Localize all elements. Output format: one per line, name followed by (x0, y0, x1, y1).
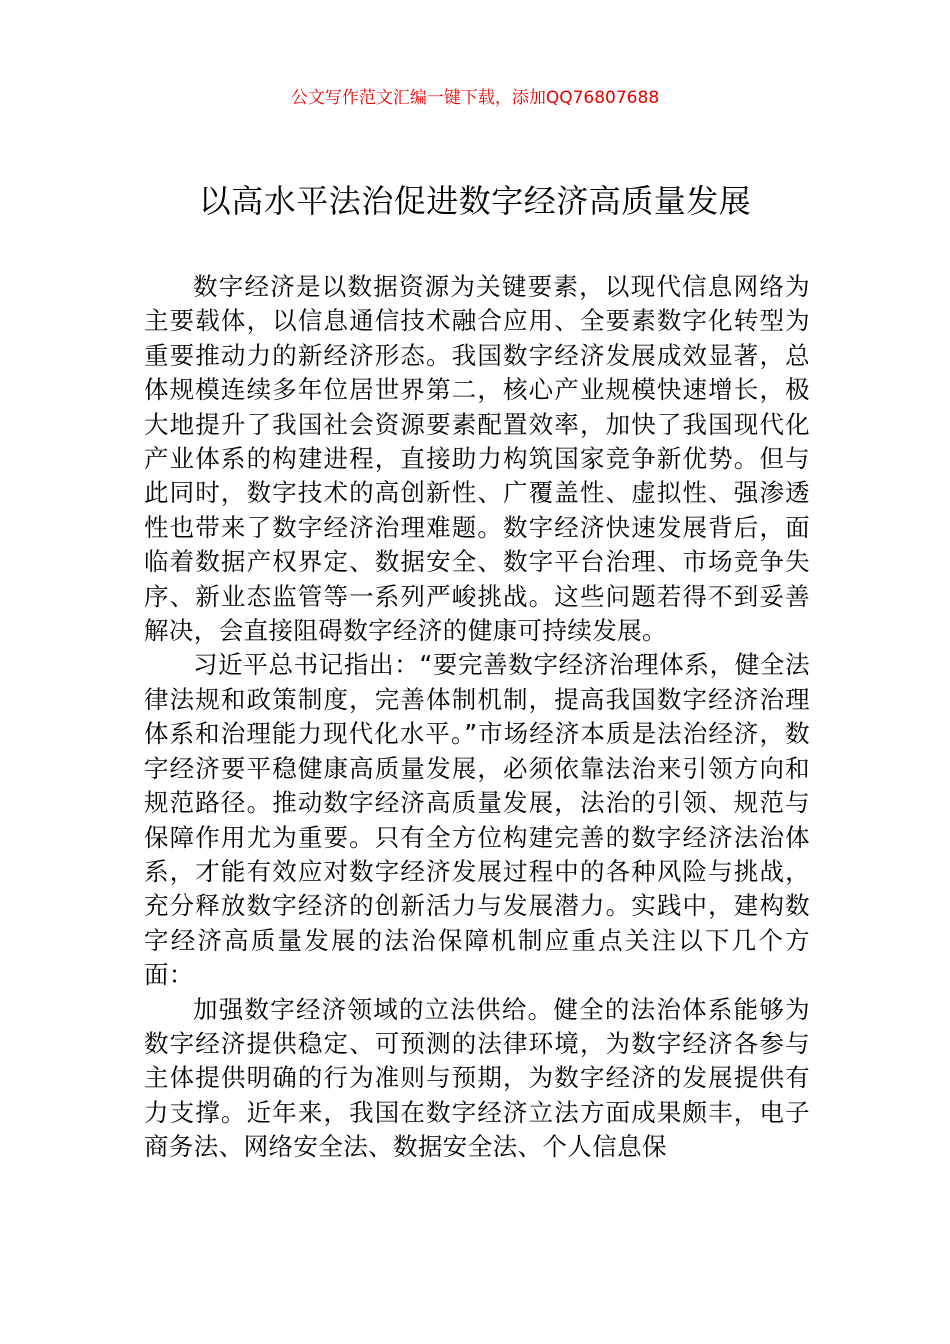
download-notice: 公文写作范文汇编一键下载，添加QQ76807688 (290, 88, 660, 108)
document-body (144, 270, 810, 1165)
document-title: 以高水平法治促进数字经济高质量发展 (198, 182, 752, 220)
paragraph-1: 数字经济是以数据资源为关键要素，以现代信息网络为主要载体，以信息通信技术融合应用、全要素数字化转型为重要推动力的新经济形态。我国数字经济发展成效显著，总体规模连续多年位居世界第二，核心产业规模快速增长，极大地提升了我国社会资源要素配置效率，加快了我国现代化产业体系的构建进程，直接助力构筑国家竞争新优势。但与此同时，数字技术的高创新性、广覆盖性、虚拟性、强渗透性也带来了数字经济治理难题。数字经济快速发展背后，面临着数据产权界定、数据安全、数字平台治理、市场竞争失序、新业态监管等一系列严峻挑战。这些问题若得不到妥善解决，会直接阻碍数字经济的健康可持续发展。 (144, 272, 810, 646)
paragraph-3: 加强数字经济领域的立法供给。健全的法治体系能够为数字经济提供稳定、可预测的法律环境，为数字经济各参与主体提供明确的行为准则与预期，为数字经济的发展提供有力支撑。近年来，我国在数字经济立法方面成果颇丰，电子商务法、网络安全法、数据安全法、个人信息保 (144, 994, 810, 1162)
paragraph-2: 习近平总书记指出：“要完善数字经济治理体系，健全法律法规和政策制度，完善体制机制，提高我国数字经济治理体系和治理能力现代化水平。”市场经济本质是法治经济，数字经济要平稳健康高质量发展，必须依靠法治来引领方向和规范路径。推动数字经济高质量发展，法治的引领、规范与保障作用尤为重要。只有全方位构建完善的数字经济法治体系，才能有效应对数字经济发展过程中的各种风险与挑战，充分释放数字经济的创新活力与发展潜力。实践中，建构数字经济高质量发展的法治保障机制应重点关注以下几个方面： (144, 650, 810, 990)
